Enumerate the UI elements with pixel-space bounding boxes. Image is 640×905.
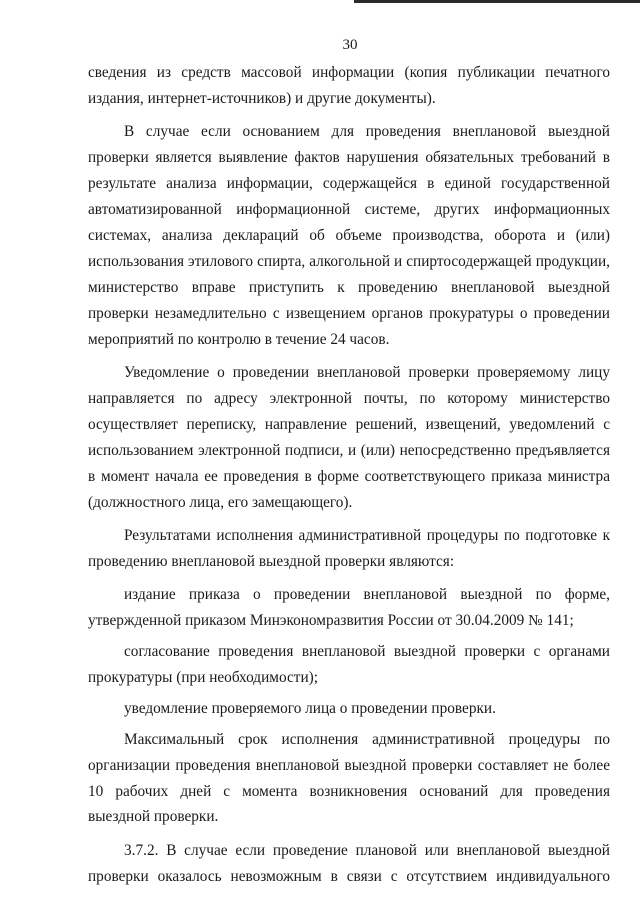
paragraph-max-term: Максимальный срок исполнения административной процедуры по организации проведения внеплановой выездной проверки составляет не более 10 рабочих дней с момента возникновения оснований для проведения выездной проверки. — [88, 730, 610, 826]
page-number: 30 — [342, 37, 358, 53]
list-item-notify-inspected: уведомление проверяемого лица о проведении проверки. — [124, 699, 496, 717]
paragraph-results-intro: Результатами исполнения административной процедуры по подготовке к проведению внеплановой выездной проверки являются: — [88, 526, 610, 570]
paragraph-notification: Уведомление о проведении внеплановой проверки проверяемому лицу направляется по адресу электронной почты, по которому министерство осуществляет переписку, направление решений, извещений, уведомлений с использованием электронной подписи, и (или) непосредственно предъявляется в момент начала ее проведения в форме соответствующего приказа министра (должностного лица, его замещающего). — [88, 363, 610, 511]
document-body — [88, 60, 610, 897]
list-item-order-issue: издание приказа о проведении внеплановой выездной по форме, утвержденной приказом Минэкономразвития России от 30.04.2009 № 141; — [88, 586, 610, 630]
paragraph-continuation: сведения из средств массовой информации (копия публикации печатного издания, интернет-источников) и другие документы). — [88, 64, 610, 107]
paragraph-3-7-2: 3.7.2. В случае если проведение плановой или внеплановой выездной проверки оказалось невозможным в связи с отсутствием индивидуального — [88, 841, 610, 885]
list-item-prosecutor-approval: согласование проведения внеплановой выездной проверки с органами прокуратуры (при необходимости); — [88, 643, 610, 686]
paragraph-unscheduled-inspection-basis: В случае если основанием для проведения внеплановой выездной проверки является выявление фактов нарушения обязательных требований в результате анализа информации, содержащейся в единой государственной автоматизированной информационной системе, других информационных системах, анализа деклараций об объеме производства, оборота и (или) использования этилового спирта, алкогольной и спиртосодержащей продукции, министерство вправе приступить к проведению внеплановой выездной проверки незамедлительно с извещением органов прокуратуры о проведении мероприятий по контролю в течение 24 часов. — [88, 123, 610, 348]
top-border-line — [354, 0, 640, 3]
